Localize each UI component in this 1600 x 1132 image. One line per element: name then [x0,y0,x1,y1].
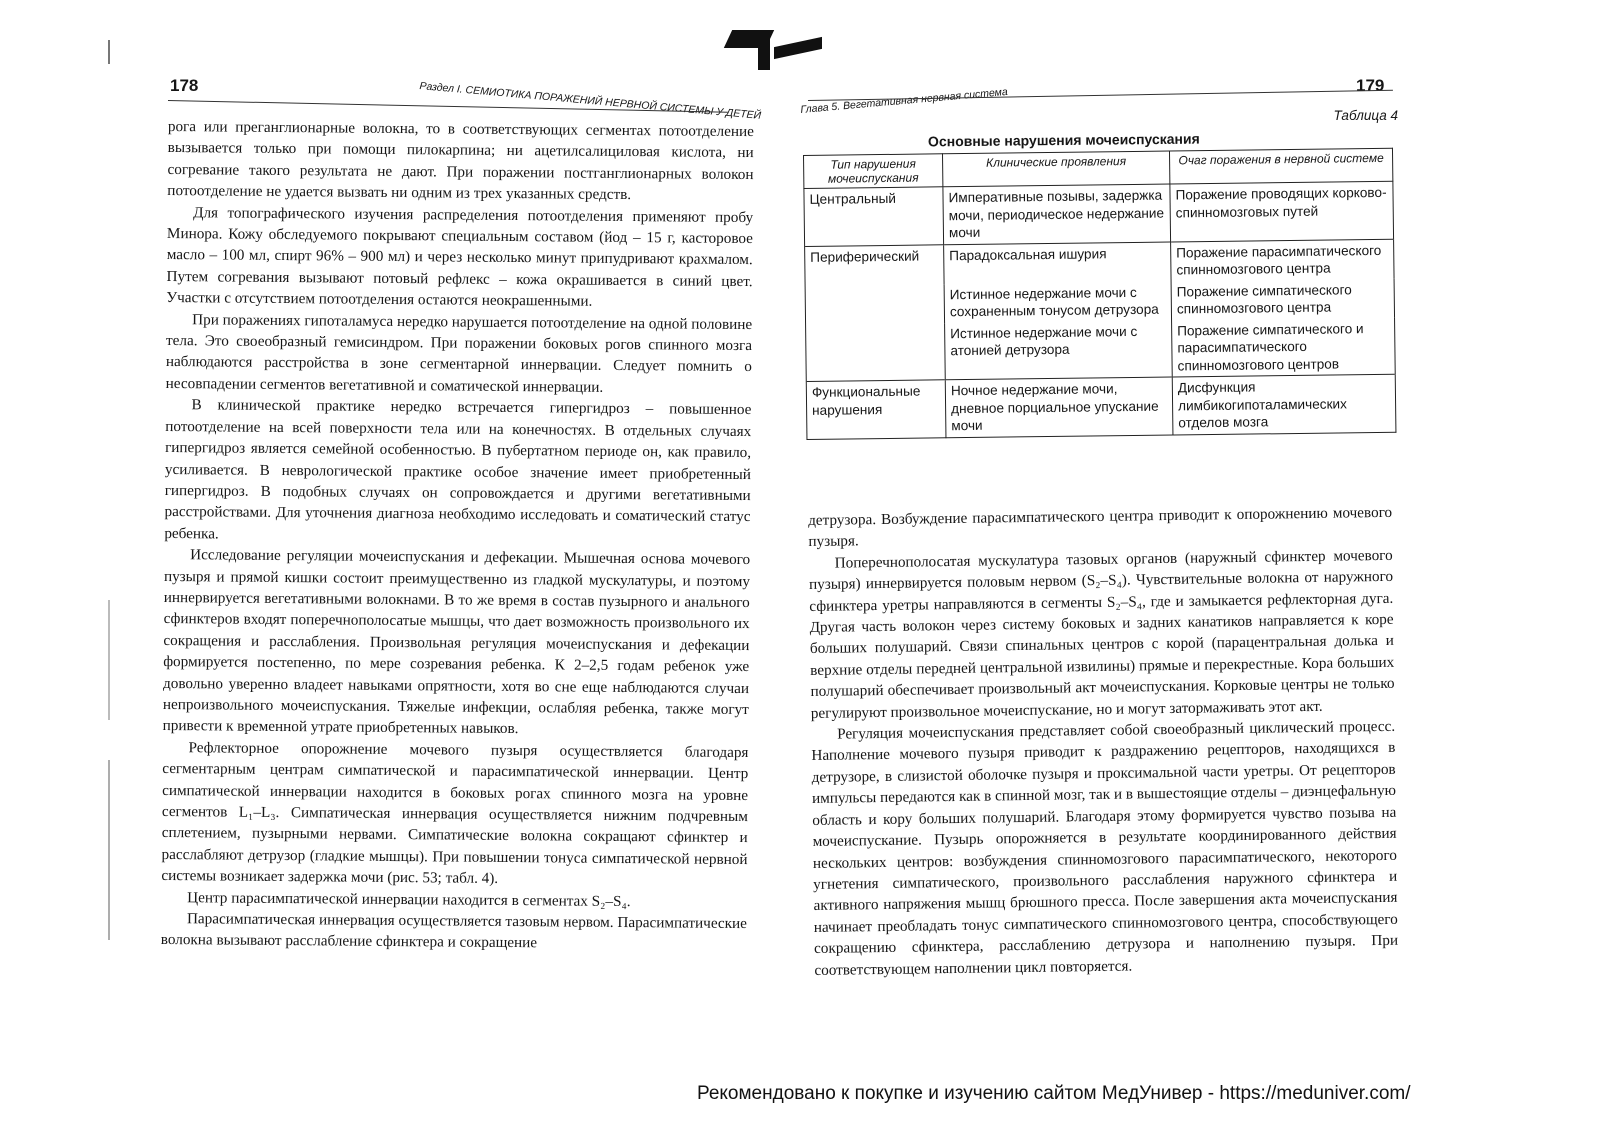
table-row [804,181,1394,246]
column-header: Клинические проявления [942,151,1169,187]
table-cell: Ночное недержание мочи, дневное порциальное упускание мочи [945,377,1173,437]
table-cell: Парадоксальная ишурия [944,242,1171,284]
table-cell: Дисфункция лимбикогипоталамических отделов мозга [1172,374,1396,434]
running-head: Глава 5. Вегетативная нервная система [800,85,1009,116]
paragraph: Поперечнополосатая мускулатура тазовых органов (наружный сфинктер мочевого пузыря) иннервируется половым нервом (S₂–S₄). Чувствительные волокна от наружного сфинктера уретры направляются в сегменты S₂–S₄, где и замыкается рефлекторная дуга. Другая часть волокон через систему боковых и задних канатиков направляется к коре больших полушарий. Связи спинальных центров с корой (парацентральная долька и верхние отделы передней центральной извилины) прямые и перекрестные. Кора больших полушарий обеспечивает произвольный акт мочеиспускания. Корковые центры не только регулируют произвольное мочеиспускание, но и могут затормаживать этот акт. [808,546,1395,722]
table-cell: Поражение проводящих корково-спинномозговых путей [1170,181,1394,241]
paragraph: При поражениях гипоталамуса нередко нарушается потоотделение на одной половине тела. Это своеобразный гемисиндром. При поражении боковых рогов спинного мозга наблюдаются расстройства в зоне сегментарной иннервации. Следует помнить о несовпадении сегментов вегетативной и соматической иннервации. [165,310,753,396]
table-cell: Центральный [804,187,944,246]
table-cell: Поражение симпатического спинномозгового центра [1171,278,1394,320]
table-row [806,317,1396,381]
paragraph: В клинической практике нередко встречается гипергидроз – повышенное потоотделение на всей поверхности тела или на конечностях. В отдельных случаях гипергидроз является семейной особенностью. В пубертатном периоде он, как правило, усиливается. В неврологической практике особое значение имеет приобретенный гипергидроз. В подобных случаях он сопровождается и другими вегетативными расстройствами. Для уточнения диагноза необходимо исследовать и соматический статус ребенка. [164,396,752,543]
paragraph: Регуляция мочеиспускания представляет собой своеобразный циклический процесс. Наполнение мочевого пузыря приводит к раздражению рецепторов, находящихся в детрузоре, в слизистой оболочке пузыря и проксимальной части уретры. От рецепторов импульсы передаются как в спинной мозг, так и в вышестоящие отделы – диэнцефальную область и кору больших полушарий. Благодаря этому формируется чувство позыва на мочеиспускание. Пузырь опорожняется в результате координированного действия нескольких центров: возбуждения спинномозгового парасимпатического, некоторого угнетения симпатического, произвольного расслабления наружного сфинктера и активного напряжения мышц брюшного пресса. После завершения акта мочеиспускания начинает преобладать тонус симпатического спинномозгового центра, способствующего сокращению сфинктера, расслаблению детрузора и наполнению пузыря. При соответствующем наполнении цикл повторяется. [811,717,1399,979]
paragraph: рога или преганглионарные волокна, то в соответствующих сегментах потоотделение вызывается только при помощи пилокарпина; ни ацетилсалициловая кислота, ни согревание такого результата не дают. При поражении постганглионарных волокон потоотделение не удается вызвать ни одним из трех указанных средств. [167,117,754,204]
table-title: Основные нарушения мочеиспускания [927,130,1200,150]
column-header: Тип нарушения мочеиспускания [804,154,943,189]
page-number: 179 [1356,76,1385,95]
table-cell: Поражение парасимпатического спинномозгового центра [1171,239,1394,281]
table-cell: Поражение симпатического и парасимпатического спинномозгового центров [1172,317,1396,377]
footer-note: Рекомендовано к покупке и изучению сайтом МедУнивер - https://meduniver.com/ [697,1083,1411,1104]
paragraph: Парасимпатическая иннервация осуществляется тазовым нервом. Парасимпатические волокна вызывают расслабление сфинктера и сокращение [160,910,748,952]
paragraph: Исследование регуляции мочеиспускания и дефекации. Мышечная основа мочевого пузыря и прямой кишки состоит преимущественно из гладкой мускулатуры, и поэтому иннервируется вегетативными волокнами. В то же время в состав пузырного и анального сфинктеров входят поперечнополосатые мышцы, что дает возможность произвольного их сокращения и расслабления. Произвольная регуляция мочеиспускания и дефекации формируется постепенно, по мере созревания ребенка. К 2–2,5 годам ребенок уже довольно уверенно владеет навыками опрятности, хотя во сне еще наблюдаются случаи непроизвольного мочеиспускания. Тяжелые инфекции, ослабляя ребенка, также могут привести к временной утрате приобретенных навыков. [162,546,751,738]
table-caption: Таблица 4 [1333,108,1398,123]
table-cell: Истинное недержание мочи с атонией детрузора [945,320,1173,380]
paragraph: Для топографического изучения распределения потоотделения применяют пробу Минора. Кожу обследуемого покрывают специальным составом (йод – 15 г, касторовое масло – 100 мл, спирт 96% – 900 мл) и через несколько минут припудривают крахмалом. Путем согревания вызывают потовый рефлекс – кожа окрашивается в синий цвет. Участки с отсутствием потоотделения остаются неокрашенными. [166,203,754,310]
paragraph: Центр парасимпатической иннервации находится в сегментах S₂–S₄. [187,888,631,910]
scan-edge-mark [108,760,110,940]
table-cell: Истинное недержание мочи с сохраненным тонусом детрузора [944,281,1171,323]
running-head: Раздел I. СЕМИОТИКА ПОРАЖЕНИЙ НЕРВНОЙ СИСТЕМЫ У ДЕТЕЙ [418,80,762,122]
right-page-text [808,502,1399,981]
table-cell: Функциональные нарушения [806,380,946,439]
right-page [800,0,1433,1090]
paragraph: детрузора. Возбуждение парасимпатического центра приводит к опорожнению мочевого пузыря. [808,503,1393,551]
scan-edge-mark [108,600,110,720]
page-number: 178 [170,76,199,95]
table-cell [806,323,946,382]
table-cell [805,284,944,325]
scan-edge-mark [108,40,110,64]
disorders-table [803,148,1396,440]
left-page [150,0,770,1090]
table-row [806,374,1396,439]
table-cell: Периферический [805,244,944,285]
left-page-text [161,116,754,956]
table-cell: Императивные позывы, задержка мочи, периодическое недержание мочи [943,184,1171,244]
paragraph: Рефлекторное опорожнение мочевого пузыря осуществляется благодаря сегментарным центрам симпатической и парасимпатической иннервации. Центр симпатической иннервации находится в боковых рогах спинного мозга на уровне сегментов L₁–L₃. Симпатическая иннервация осуществляется нижним подчревным сплетением, пузырными нервами. Симпатические волокна сокращают сфинктер и расслабляют детрузор (гладкие мышцы). При повышении тонуса симпатической нервной системы возникает задержка мочи (рис. 53; табл. 4). [161,738,749,888]
column-header: Очаг поражения в нервной системе [1169,148,1392,184]
